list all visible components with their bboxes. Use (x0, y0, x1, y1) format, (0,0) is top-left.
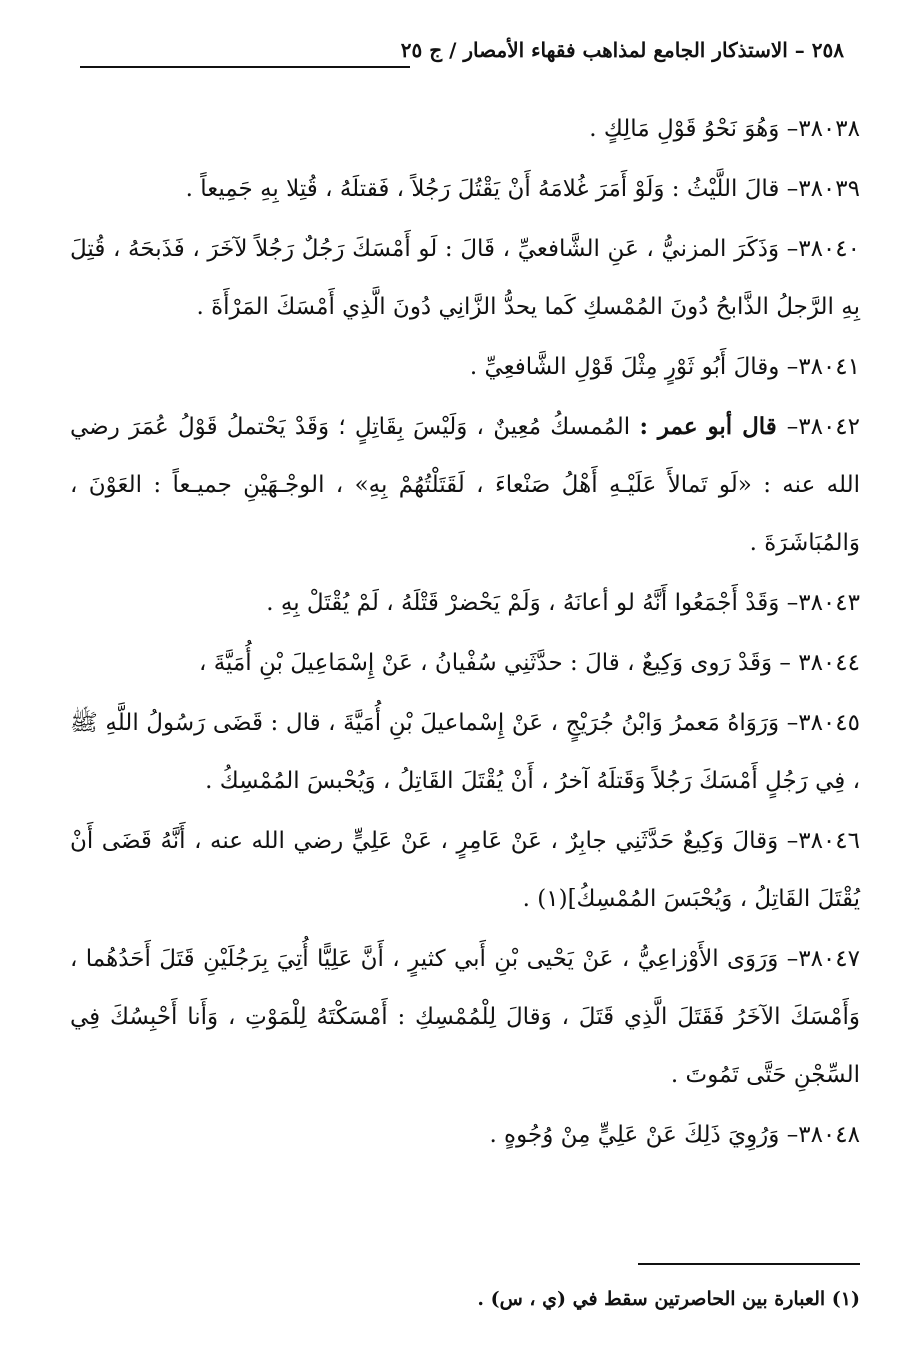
paragraph-text: وَذَكَرَ المزنيُّ ، عَنِ الشَّافعيِّ ، قَالَ : لَو أَمْسَكَ رَجُلٌ رَجُلاً لآخَرَ ، فَذَبحَهُ ، قُتِلَ بِهِ الرَّجلُ الذَّابحُ دُونَ المُمْسكِ كَما يحدُّ الزَّانِي دُونَ الَّذِي أَمْسَكَ المَرْأَةَ . (70, 236, 860, 320)
paragraph-text: وَقَدْ رَوى وَكِيعٌ ، قالَ : حدَّثَنِي سُفْيانُ ، عَنْ إِسْمَاعِيلَ بْنِ أُمَيَّةَ ، (198, 650, 780, 676)
paragraph (70, 694, 860, 810)
footnote: (١) العبارة بين الحاصرتين سقط في (ي ، س) . (477, 1288, 860, 1310)
paragraph-number: ٣٨٠٤٦– (786, 828, 860, 854)
main-text (70, 100, 860, 1166)
paragraph (70, 930, 860, 1104)
paragraph-text: وَرَوَاهُ مَعمرُ وَابْنُ جُرَيْجٍ ، عَنْ إِسْماعيلَ بْنِ أُمَيَّةَ ، قال : قَضَى رَسُولُ اللَّهِ ﷺ ، فِي رَجُلٍ أَمْسَكَ رَجُلاً وَقَتلَهُ آخرُ ، أَنْ يُقْتَلَ القَاتِلُ ، وَيُحْبسَ المُمْسِكُ . (70, 710, 860, 794)
paragraph-number: ٣٨٠٣٨– (786, 116, 860, 142)
paragraph (70, 574, 860, 632)
paragraph-text: قالَ اللَّيْثُ : وَلَوْ أَمَرَ غُلامَهُ أَنْ يَقْتُلَ رَجُلاً ، فَقتلَهُ ، قُتِلا بِهِ جَمِيعاً . (185, 176, 787, 202)
paragraph (70, 338, 860, 396)
paragraph-text: وَقالَ وَكِيعٌ حَدَّثَنِي جابِرٌ ، عَنْ عَامِرٍ ، عَنْ عَلِيٍّ رضي الله عنه ، أَنَّهُ قَضَى أَنْ يُقْتَلَ القَاتِلُ ، وَيُحْبَسَ المُمْسِكُ](١) . (70, 828, 860, 912)
footnote-rule (638, 1263, 860, 1265)
paragraph-number: ٣٨٠٤٧– (786, 946, 860, 972)
paragraph-number: ٣٨٠٣٩– (786, 176, 860, 202)
paragraph (70, 160, 860, 218)
paragraph-number: ٣٨٠٤٢– (786, 414, 861, 440)
paragraph (70, 398, 860, 572)
paragraph-text: وَقَدْ أَجْمَعُوا أَنَّهُ لو أعانَهُ ، وَلَمْ يَحْضرْ قَتْلَهُ ، لَمْ يُقْتَلْ بِهِ . (266, 590, 787, 616)
paragraph-number: ٣٨٠٤٤ – (779, 650, 860, 676)
paragraph-text: المُمسكُ مُعِينٌ ، وَلَيْسَ بِقَاتِلٍ ؛ وَقَدْ يَحْتملُ قَوْلُ عُمَرَ رضي الله عنه : «لَو تَمالأَ عَلَيْـهِ أَهْلُ صَنْعاءَ ، لَقَتَلْتُهُمْ بِهِ» ، الوجْـهَيْنِ جميـعاً : العَوْنَ ، وَالمُبَاشَرَةَ . (70, 414, 860, 556)
paragraph-text: وَرُوِيَ ذَلِكَ عَنْ عَلِيٍّ مِنْ وُجُوهٍ . (489, 1122, 787, 1148)
paragraph (70, 220, 860, 336)
paragraph-speaker: قال أبو عمر : (639, 413, 787, 440)
running-header: ٢٥٨ – الاستذكار الجامع لمذاهب فقهاء الأمصار / ج ٢٥ (400, 38, 844, 62)
paragraph-text: وَهُوَ نَحْوُ قَوْلِ مَالِكٍ . (589, 116, 787, 142)
paragraph-text: وَرَوَى الأَوْزاعِيُّ ، عَنْ يَحْيى بْنِ أَبي كثيرٍ ، أَنَّ عَلِيًّا أُتِيَ بِرَجُلَيْنِ قَتَلَ أَحَدُهُما ، وَأَمْسَكَ الآخَرُ فَقَتَلَ الَّذِي قَتَلَ ، وَقالَ لِلْمُمْسِكِ : أَمْسَكْتَهُ لِلْمَوْتِ ، وَأَنا أَحْبِسُكَ فِي السِّجْنِ حَتَّى تَمُوتَ . (70, 946, 860, 1088)
paragraph-number: ٣٨٠٤١– (786, 354, 860, 380)
header-rule (80, 66, 410, 68)
paragraph-number: ٣٨٠٤٠– (786, 236, 860, 262)
paragraph (70, 634, 860, 692)
paragraph-number: ٣٨٠٤٥– (786, 710, 860, 736)
paragraph (70, 100, 860, 158)
paragraph (70, 1106, 860, 1164)
paragraph-number: ٣٨٠٤٨– (786, 1122, 860, 1148)
paragraph-text: وقالَ أَبُو ثَوْرٍ مِثْلَ قَوْلِ الشَّافعِيِّ . (469, 354, 787, 380)
paragraph (70, 812, 860, 928)
paragraph-number: ٣٨٠٤٣– (786, 590, 860, 616)
